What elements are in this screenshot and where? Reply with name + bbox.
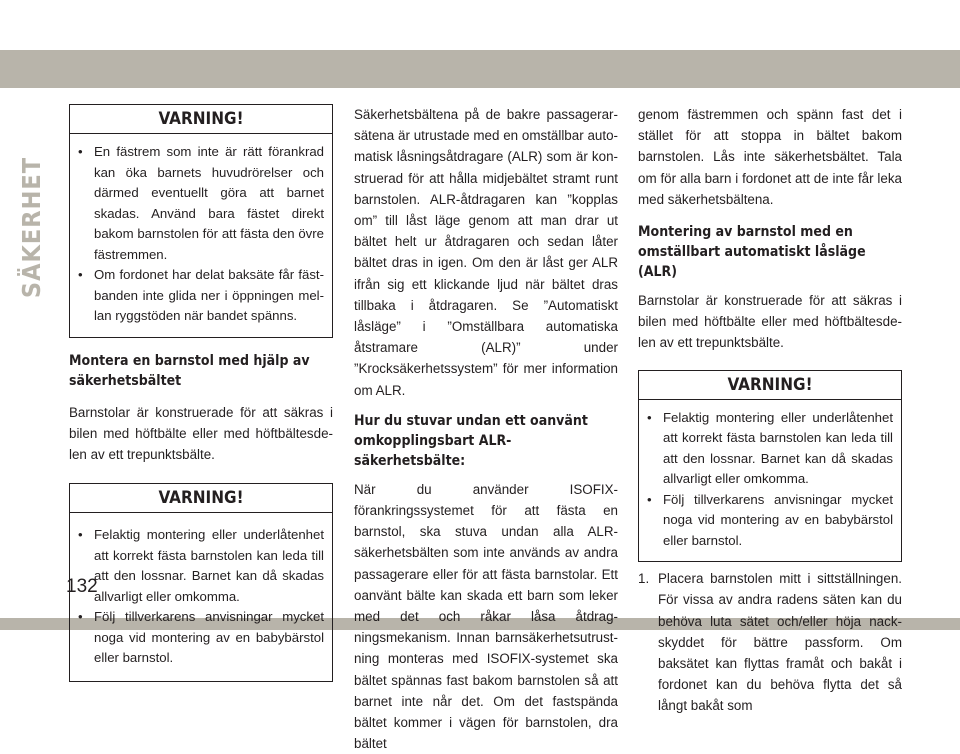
body-paragraph: Säkerhetsbältena på de bakre passagerarsätena är utrustade med en omställbar automatisk låsningsåtdragare (ALR) som är konstruerad för att hålla midjebältet stramt runt barnstolen. ALR-åtdragaren kan ”kopplas om” till låst läge genom att man drar ut bältet helt ur åtdragaren och sedan låter bältet dras in igen. Om den är låst ger ALR ifrån sig ett klickande ljud när bältet dras tillbaka i åtdragaren. Se ”Automatiskt låsläge” i ”Omställbara automatiska åtstramare (ALR)” under ”Krocksäkerhetssystem” för mer information om ALR.: [354, 107, 618, 398]
numbered-step-1: [638, 568, 902, 716]
page-number: 132: [66, 576, 98, 597]
bullet-icon: •: [647, 491, 652, 507]
column-2: [354, 104, 618, 754]
warning-box-3: [638, 370, 902, 563]
warning-box-2: [69, 483, 333, 682]
bullet-icon: •: [78, 144, 83, 159]
warning-item: • En fästrem som inte är rätt förankrad kan öka barnets huvudrörelser och därmed eventuellt göra att barnet skadas. Använd bara fästet direkt bakom barnstolen för att fästa den övre fästremmen.: [78, 144, 324, 262]
bullet-icon: •: [78, 267, 83, 282]
warning-title: VARNING!: [70, 484, 332, 513]
warning-item: • Felaktig montering eller underlåtenhet att korrekt fästa barnstolen kan leda till att den lossnar. Barnet kan då skadas allvarligt eller omkomma.: [78, 527, 324, 604]
body-paragraph: genom fästremmen och spänn fast det i stället för att stoppa in bältet bakom barnstolen. Lås inte säkerhetsbältet. Tala om för alla barn i fordonet att de inte får leka med säkerhetsbältena.: [638, 107, 902, 207]
warning-box-1: [69, 104, 333, 338]
warning-item: • Följ tillverkarens anvisningar mycket noga vid montering av en babybärstol eller barnstol.: [647, 491, 893, 548]
section-heading: Hur du stuvar undan ett oanvänt omkopplingsbart ALR-säkerhetsbälte:: [354, 412, 588, 469]
warning-list: [639, 400, 901, 562]
warning-title: VARNING!: [70, 105, 332, 134]
column-1: [69, 104, 333, 682]
warning-list: [70, 513, 332, 681]
warning-item: • Felaktig montering eller underlåtenhet att korrekt fästa barnstolen kan leda till att den lossnar. Barnet kan då skadas allvarligt eller omkomma.: [647, 409, 893, 487]
section-side-label-text: SÄKERHET: [17, 156, 47, 298]
warning-item: • Om fordonet har delat baksäte får fästbanden inte glida ner i öppningen mellan ryggstöden när bandet spänns.: [78, 267, 324, 323]
body-paragraph: När du använder ISOFIX-förankringssystemet för att fästa en barnstol, ska stuva undan alla ALR-säkerhetsbälten som inte används av andra passagerare eller för att fästa barnstolar. Ett oanvänt bälte kan skada ett barn som leker med det och råkar låsa åtdragningsmekanism. Innan barnsäkerhetsutrustning monteras med ISOFIX-systemet ska bältet spännas fast bakom barnstolen så att barnet inte når det. Om det fastspända bältet kommer i vägen för barnstolen, dra bältet: [354, 481, 618, 752]
step-text: Placera barnstolen mitt i sittställningen. För vissa av andra radens säten kan du behöva luta sätet och/eller höja nackskyddet för bättre passform. Om baksätet kan flyttas framåt och bakåt i fordonet kan du behöva flytta det så långt bakåt som: [658, 571, 902, 714]
step-number: 1.: [638, 571, 650, 587]
warning-list: [70, 134, 332, 337]
column-3: [638, 104, 902, 717]
section-side-label: [10, 156, 54, 298]
section-heading: Montering av barnstol med en omställbart automatiskt låsläge (ALR): [638, 224, 866, 281]
section-heading: Montera en barnstol med hjälp av säkerhetsbältet: [69, 352, 310, 389]
bullet-icon: •: [78, 609, 83, 625]
header-band: [0, 50, 960, 88]
bullet-icon: •: [647, 409, 652, 425]
body-paragraph: Barnstolar är konstruerade för att säkras i bilen med höftbälte eller med höftbältesdelen av ett trepunktsbälte.: [69, 404, 333, 462]
bullet-icon: •: [78, 527, 83, 543]
warning-item: • Följ tillverkarens anvisningar mycket noga vid montering av en babybärstol eller barnstol.: [78, 609, 324, 666]
body-paragraph: Barnstolar är konstruerade för att säkras i bilen med höftbälte eller med höftbältesdelen av ett trepunktsbälte.: [638, 293, 902, 351]
warning-title: VARNING!: [639, 371, 901, 400]
